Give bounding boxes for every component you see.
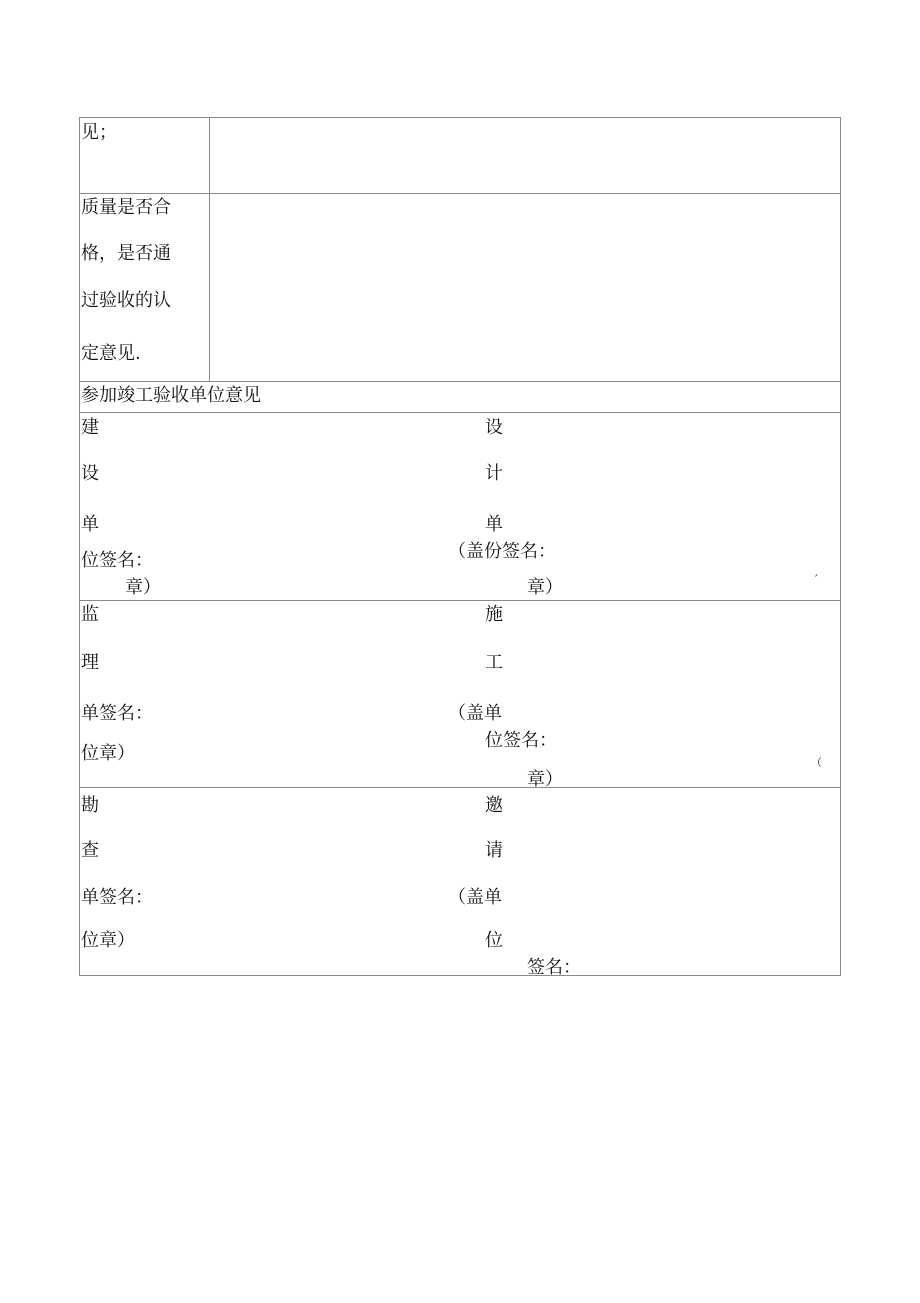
- invited-line-2: 请: [485, 840, 503, 861]
- row-divider-5: [79, 787, 841, 788]
- row-divider-2: [79, 381, 841, 382]
- quality-label-line-1: 质量是否合: [81, 197, 171, 218]
- table-border-right: [840, 117, 841, 976]
- builder-line-2: 工: [485, 652, 503, 673]
- builder-seal: 章）: [527, 769, 563, 790]
- supervision-line-2: 理: [81, 652, 99, 673]
- row1-label: 见；: [81, 122, 117, 143]
- quality-label-line-4: 定意见.: [81, 343, 141, 364]
- design-line-1: 设: [485, 417, 503, 438]
- builder-line-1: 施: [485, 604, 503, 625]
- builder-mark: （: [811, 756, 822, 769]
- builder-signature: 位签名：: [485, 730, 557, 751]
- design-signature: （盖份签名：: [448, 541, 556, 562]
- survey-signature: 单签名：: [81, 887, 153, 908]
- design-line-3: 单: [485, 514, 503, 535]
- design-seal: 章）: [527, 577, 563, 598]
- quality-value-cell: [210, 194, 840, 381]
- invited-line-1: 邀: [485, 795, 503, 816]
- builder-line-3: （盖单: [448, 703, 502, 724]
- section-header: 参加竣工验收单位意见: [81, 385, 261, 406]
- construction-seal: 章）: [125, 577, 161, 598]
- supervision-seal: 位章）: [81, 743, 135, 764]
- design-line-2: 计: [485, 463, 503, 484]
- survey-seal: 位章）: [81, 930, 135, 951]
- supervision-line-1: 监: [81, 604, 99, 625]
- row-divider-4: [79, 600, 841, 601]
- invited-line-4: 位: [485, 930, 503, 951]
- quality-label-line-2: 格，是否通: [81, 243, 171, 264]
- construction-line-2: 设: [81, 463, 99, 484]
- row1-value-cell: [210, 118, 840, 193]
- survey-line-2: 查: [81, 840, 99, 861]
- survey-line-1: 勘: [81, 795, 99, 816]
- row-divider-3: [79, 412, 841, 413]
- invited-line-3: （盖单: [448, 887, 502, 908]
- construction-line-1: 建: [81, 417, 99, 438]
- table-border-left: [79, 117, 80, 976]
- table-border-bottom: [79, 975, 841, 976]
- invited-signature: 签名：: [527, 957, 581, 978]
- quality-label-line-3: 过验收的认: [81, 290, 171, 311]
- design-mark: ˏ: [813, 564, 819, 577]
- supervision-signature: 单签名：: [81, 703, 153, 724]
- construction-line-3: 单: [81, 514, 99, 535]
- construction-signature: 位签名：: [81, 550, 153, 571]
